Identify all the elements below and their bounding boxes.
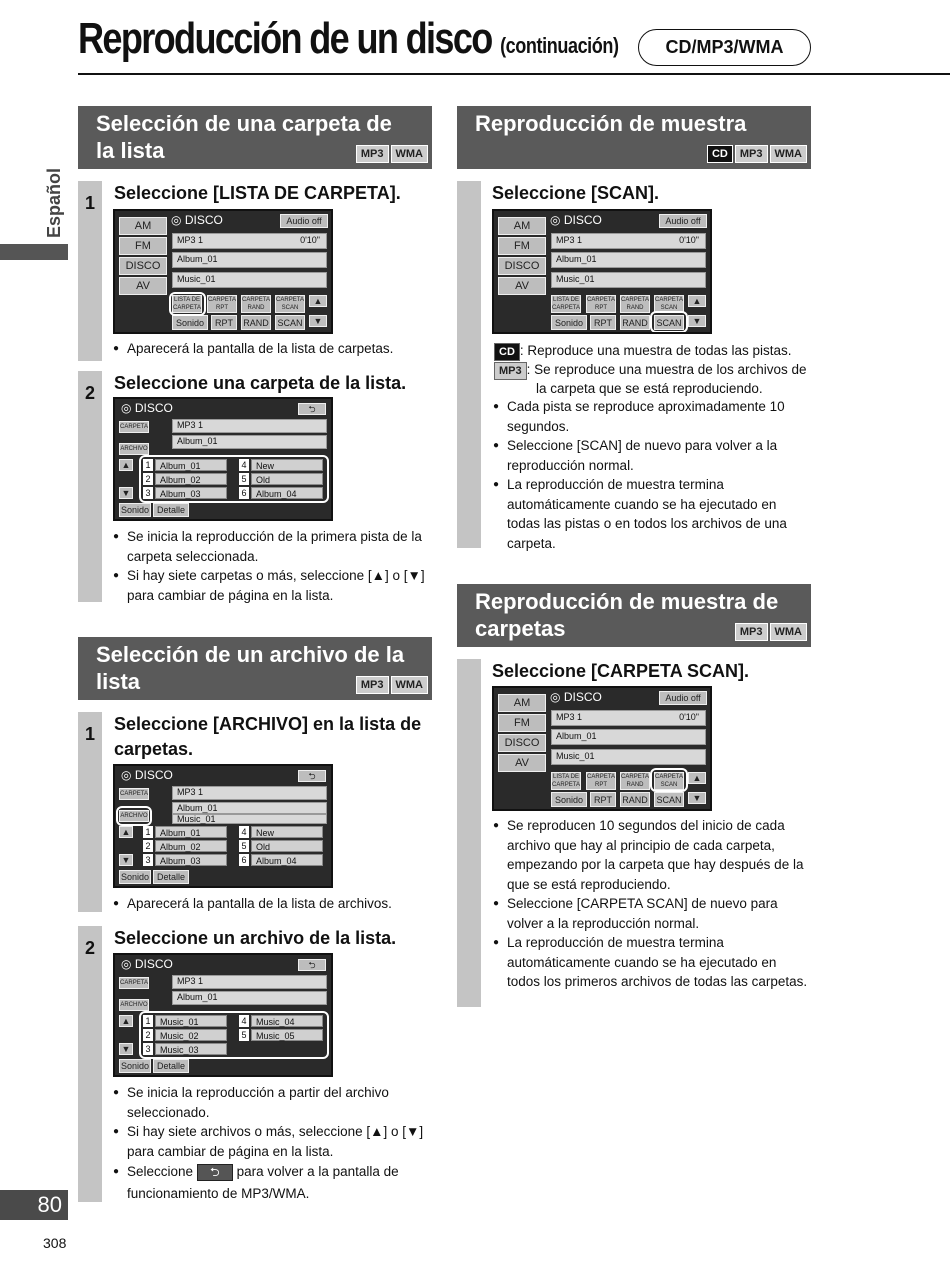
list-num: 4: [239, 459, 249, 471]
mp3-badge: MP3: [356, 145, 389, 163]
bullet: ● Se reproducen 10 segundos del inicio de cada archivo que hay al principio de cada carpeta, empezando por la carpeta que hay después de la que se está reproduciendo.: [493, 816, 813, 894]
track-info-field: MP3 1 0'10": [551, 710, 706, 726]
audio-off-button[interactable]: Audio off: [280, 214, 328, 228]
list-item[interactable]: Album_02: [155, 473, 227, 485]
sonido-button[interactable]: Sonido: [120, 505, 150, 515]
list-item[interactable]: Album_03: [155, 487, 227, 499]
sonido-button[interactable]: Sonido: [120, 1061, 150, 1071]
av-button[interactable]: AV: [119, 277, 167, 295]
list-down-button[interactable]: ▼: [119, 1043, 133, 1055]
list-num: 3: [143, 854, 153, 866]
step-title: Seleccione [CARPETA SCAN].: [492, 661, 750, 681]
back-icon: ⮌: [197, 1164, 233, 1181]
cd-badge: CD: [494, 343, 520, 361]
disc-screen-title: ◎ DISCO: [550, 690, 602, 704]
page-down-button[interactable]: ▼: [309, 315, 327, 327]
list-item[interactable]: New: [251, 459, 323, 471]
page-subtitle: (continuación): [500, 33, 619, 58]
lista-carpeta-button[interactable]: LISTA DE CARPETA: [173, 297, 201, 311]
list-screen-title: ◎ DISCO: [121, 768, 173, 782]
list-up-button[interactable]: ▲: [119, 1015, 133, 1027]
bullet: ● La reproducción de muestra termina automáticamente cuando se ha ejecutado en todos los primeros archivos de todas las carpetas.: [493, 933, 813, 992]
step-bar: [78, 926, 102, 1202]
section-folder-select-header: [78, 106, 432, 169]
wma-badge: WMA: [391, 676, 429, 694]
highlight-ring: [139, 455, 329, 503]
list-item[interactable]: Music_03: [155, 1043, 227, 1055]
track-info-field: MP3 1: [172, 786, 327, 800]
list-num: 4: [239, 826, 249, 838]
highlight-ring: [650, 311, 688, 333]
step-title: Seleccione un archivo de la lista.: [114, 928, 397, 948]
disco-button[interactable]: DISCO: [498, 734, 546, 752]
highlight-ring: [650, 768, 688, 792]
list-num: 1: [143, 459, 153, 471]
disc-main-screen: [113, 209, 333, 334]
folder-field: Album_01: [551, 252, 706, 268]
bullet: ● Seleccione [CARPETA SCAN] de nuevo para volver a la reproducción normal.: [493, 894, 813, 933]
disc-main-screen: [492, 209, 712, 334]
am-button[interactable]: AM: [498, 217, 546, 235]
file-field: Music_01: [172, 272, 327, 288]
av-button[interactable]: AV: [498, 754, 546, 772]
step-title: Seleccione [LISTA DE CARPETA].: [114, 183, 401, 203]
step-number: 1: [85, 193, 96, 213]
list-num: 3: [143, 487, 153, 499]
disco-button[interactable]: DISCO: [119, 257, 167, 275]
list-num: 3: [143, 1043, 153, 1055]
file-field: Music_01: [172, 814, 327, 824]
step-bullets: [113, 1083, 428, 1205]
carpeta-tab[interactable]: CARPETA: [119, 977, 149, 989]
detalle-button[interactable]: Detalle: [153, 1059, 189, 1073]
page-up-button[interactable]: ▲: [688, 295, 706, 307]
back-button[interactable]: ⮌: [298, 959, 326, 971]
step-bar: [457, 181, 481, 548]
back-button[interactable]: ⮌: [298, 770, 326, 782]
section-file-select-header: [78, 637, 432, 700]
list-num: 5: [239, 473, 249, 485]
fm-button[interactable]: FM: [498, 714, 546, 732]
folder-list-screen: [113, 764, 333, 888]
page-down-button[interactable]: ▼: [688, 315, 706, 327]
step-number: 1: [85, 724, 96, 744]
scan-button[interactable]: SCAN: [275, 315, 305, 330]
bullet: ● La reproducción de muestra termina automáticamente cuando se ha ejecutado en todas las pistas o en todos los archivos de una carpeta.: [493, 475, 813, 553]
page-up-button[interactable]: ▲: [688, 772, 706, 784]
list-item[interactable]: Music_05: [251, 1029, 323, 1041]
list-screen-title: ◎ DISCO: [121, 401, 173, 415]
detalle-button[interactable]: Detalle: [153, 503, 189, 517]
list-num: 1: [143, 1015, 153, 1027]
carpeta-scan-button[interactable]: CARPETA SCAN: [276, 297, 304, 311]
disc-screen-title: ◎ DISCO: [550, 213, 602, 227]
carpeta-scan-button[interactable]: CARPETA SCAN: [655, 297, 683, 311]
list-num: 6: [239, 854, 249, 866]
section-title: Selección de un archivo de la lista: [96, 642, 405, 694]
carpeta-rpt-button[interactable]: CARPETA RPT: [587, 297, 615, 311]
bullet: ● Se inicia la reproducción de la primera pista de la carpeta seleccionada.: [113, 527, 428, 566]
rpt-button[interactable]: RPT: [590, 315, 616, 330]
list-item[interactable]: Album_04: [251, 854, 323, 866]
file-field: Music_01: [551, 272, 706, 288]
step-title: Seleccione una carpeta de la lista.: [114, 373, 407, 393]
list-num: 5: [239, 840, 249, 852]
section-title: Reproducción de muestra de carpetas: [475, 589, 779, 641]
rand-button[interactable]: RAND: [620, 315, 650, 330]
disco-button[interactable]: DISCO: [498, 257, 546, 275]
lista-carpeta-button[interactable]: LISTA DE CARPETA: [552, 297, 580, 311]
bullet: ● Seleccione ⮌ para volver a la pantalla de funcionamiento de MP3/WMA.: [113, 1161, 428, 1205]
audio-off-button[interactable]: Audio off: [659, 691, 707, 705]
step-title: Seleccione [ARCHIVO] en la lista de carpetas.: [114, 714, 422, 759]
carpeta-rand-button[interactable]: CARPETA RAND: [621, 297, 649, 311]
list-num: 4: [239, 1015, 249, 1027]
folder-field: Album_01: [172, 252, 327, 268]
page-up-button[interactable]: ▲: [309, 295, 327, 307]
folder-field: Album_01: [172, 991, 327, 1005]
step-bar: [457, 659, 481, 1007]
archivo-tab[interactable]: ARCHIVO: [119, 810, 149, 822]
step-number: 2: [85, 938, 96, 958]
section-title: Reproducción de muestra: [475, 111, 747, 136]
list-num: 2: [143, 473, 153, 485]
am-button[interactable]: AM: [119, 217, 167, 235]
carpeta-rpt-button[interactable]: CARPETA RPT: [587, 774, 615, 788]
fm-button[interactable]: FM: [119, 237, 167, 255]
step-bullets: [113, 894, 428, 914]
folder-field: Album_01: [172, 802, 327, 814]
list-screen-title: ◎ DISCO: [121, 957, 173, 971]
wma-badge: WMA: [770, 623, 808, 641]
track-info-field: MP3 1 0'10": [172, 233, 327, 249]
section-scan-header: [457, 106, 811, 169]
list-up-button[interactable]: ▲: [119, 826, 133, 838]
list-item[interactable]: New: [251, 826, 323, 838]
scan-bullets: [493, 397, 813, 553]
step-number: 2: [85, 383, 96, 403]
track-info-field: MP3 1: [172, 975, 327, 989]
rpt-button[interactable]: RPT: [211, 315, 237, 330]
file-field: Music_01: [551, 749, 706, 765]
bullet: ● Cada pista se reproduce aproximadamente 10 segundos.: [493, 397, 813, 436]
mp3-badge: MP3: [494, 362, 527, 380]
section-title: Selección de una carpeta de la lista: [96, 111, 392, 163]
mp3-badge: MP3: [735, 623, 768, 641]
bullet: ● Aparecerá la pantalla de la lista de archivos.: [113, 894, 428, 914]
scan-button[interactable]: SCAN: [654, 315, 684, 330]
archivo-tab[interactable]: ARCHIVO: [119, 999, 149, 1011]
list-item[interactable]: Album_01: [155, 826, 227, 838]
mp3-badge: MP3: [356, 676, 389, 694]
rand-button[interactable]: RAND: [241, 315, 271, 330]
list-up-button[interactable]: ▲: [119, 459, 133, 471]
bullet: ● Si hay siete carpetas o más, seleccione [▲] o [▼] para cambiar de página en la lista.: [113, 566, 428, 605]
carpeta-scan-button[interactable]: CARPETA SCAN: [655, 774, 683, 788]
step-title: Seleccione [SCAN].: [492, 183, 660, 203]
file-list-screen: [113, 953, 333, 1077]
language-label: Español: [44, 167, 64, 238]
list-item[interactable]: Album_02: [155, 840, 227, 852]
rpt-button[interactable]: RPT: [590, 792, 616, 807]
audio-off-button[interactable]: Audio off: [659, 214, 707, 228]
sonido-button[interactable]: Sonido: [120, 872, 150, 882]
list-item[interactable]: Album_04: [251, 487, 323, 499]
list-item[interactable]: Old: [251, 840, 323, 852]
list-item[interactable]: Music_01: [155, 1015, 227, 1027]
carpeta-rand-button[interactable]: CARPETA RAND: [242, 297, 270, 311]
step-bullets: [113, 527, 428, 605]
list-down-button[interactable]: ▼: [119, 487, 133, 499]
step-bullets: [113, 339, 428, 359]
page-down-button[interactable]: ▼: [688, 792, 706, 804]
bullet: ● Aparecerá la pantalla de la lista de carpetas.: [113, 339, 428, 359]
sonido-button[interactable]: Sonido: [551, 792, 587, 807]
list-item[interactable]: Music_04: [251, 1015, 323, 1027]
carpeta-tab[interactable]: CARPETA: [119, 421, 149, 433]
list-item[interactable]: Album_01: [155, 459, 227, 471]
list-item[interactable]: Music_02: [155, 1029, 227, 1041]
mp3-note: MP3 : Se reproduce una muestra de los archivos de la carpeta que se está reproduciendo.: [494, 361, 814, 399]
list-item[interactable]: Old: [251, 473, 323, 485]
carpeta-rand-button[interactable]: CARPETA RAND: [621, 774, 649, 788]
mp3-badge: MP3: [735, 145, 768, 163]
folder-field: Album_01: [172, 435, 327, 449]
sonido-button[interactable]: Sonido: [551, 315, 587, 330]
page-title: Reproducción de un disco (continuación): [78, 14, 619, 63]
am-button[interactable]: AM: [498, 694, 546, 712]
list-num: 5: [239, 1029, 249, 1041]
highlight-ring: [116, 806, 152, 826]
back-button[interactable]: ⮌: [298, 403, 326, 415]
archivo-tab[interactable]: ARCHIVO: [119, 443, 149, 455]
title-rule: [78, 73, 950, 75]
scan-button[interactable]: SCAN: [654, 792, 684, 807]
mode-badge: CD/MP3/WMA: [638, 29, 811, 66]
folder-field: Album_01: [551, 729, 706, 745]
folder-scan-bullets: [493, 816, 813, 992]
bullet: ● Seleccione [SCAN] de nuevo para volver a la reproducción normal.: [493, 436, 813, 475]
carpeta-tab[interactable]: CARPETA: [119, 788, 149, 800]
highlight-ring: [139, 1011, 329, 1059]
cd-badge: CD: [707, 145, 733, 163]
list-num: 6: [239, 487, 249, 499]
highlight-ring: [169, 292, 206, 316]
sonido-button[interactable]: Sonido: [172, 315, 208, 330]
list-num: 1: [143, 826, 153, 838]
track-info-field: MP3 1 0'10": [551, 233, 706, 249]
av-button[interactable]: AV: [498, 277, 546, 295]
bullet: ● Si hay siete archivos o más, seleccione [▲] o [▼] para cambiar de página en la lista.: [113, 1122, 428, 1161]
total-page-number: 308: [43, 1235, 67, 1251]
wma-badge: WMA: [770, 145, 808, 163]
list-num: 2: [143, 840, 153, 852]
disc-main-screen: [492, 686, 712, 811]
cd-note: CD : Reproduce una muestra de todas las pistas.: [494, 342, 814, 361]
fm-button[interactable]: FM: [498, 237, 546, 255]
disc-screen-title: ◎ DISCO: [171, 213, 223, 227]
lista-carpeta-button[interactable]: LISTA DE CARPETA: [552, 774, 580, 788]
carpeta-rpt-button[interactable]: CARPETA RPT: [208, 297, 236, 311]
folder-list-screen: [113, 397, 333, 521]
step-bar: [78, 371, 102, 602]
wma-badge: WMA: [391, 145, 429, 163]
rand-button[interactable]: RAND: [620, 792, 650, 807]
page-number: 80: [0, 1190, 68, 1220]
list-num: 2: [143, 1029, 153, 1041]
language-bar: [0, 244, 68, 260]
track-info-field: MP3 1: [172, 419, 327, 433]
list-item[interactable]: Album_03: [155, 854, 227, 866]
bullet: ● Se inicia la reproducción a partir del archivo seleccionado.: [113, 1083, 428, 1122]
section-folder-scan-header: [457, 584, 811, 647]
list-down-button[interactable]: ▼: [119, 854, 133, 866]
detalle-button[interactable]: Detalle: [153, 870, 189, 884]
